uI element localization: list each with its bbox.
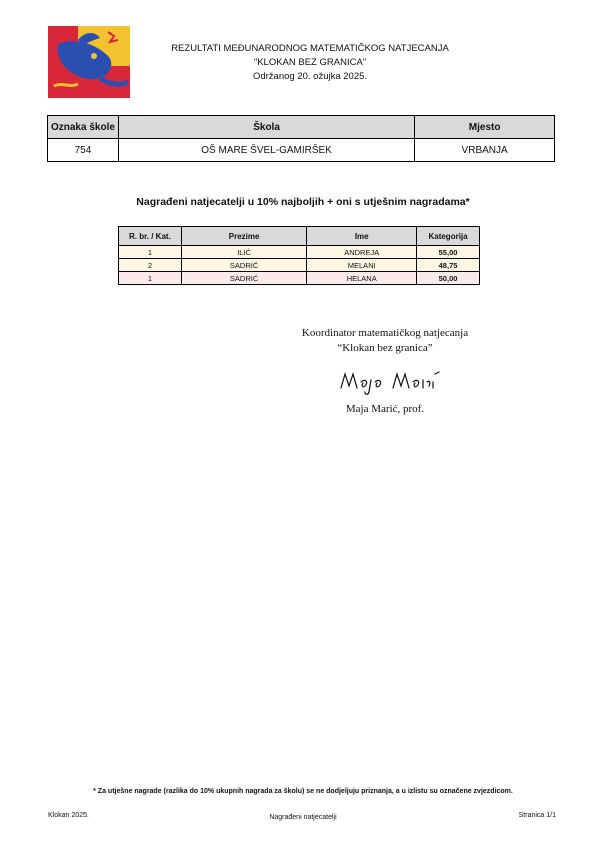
footer-left: Klokan 2025.	[48, 812, 89, 819]
coordinator-block	[270, 326, 500, 356]
footer-center: Nagrađeni natjecatelji	[269, 814, 337, 821]
school-table	[47, 115, 555, 162]
name-cell: ANDREJA	[307, 246, 417, 259]
name-cell: MELANI	[307, 259, 417, 272]
header-date: Održanog 20. ožujka 2025.	[252, 71, 368, 82]
header-surname: Prezime	[181, 227, 307, 246]
school-table-row	[48, 139, 555, 162]
signer-name: Maja Marić, prof.	[345, 403, 425, 415]
table-row	[119, 246, 480, 259]
awards-table	[118, 226, 480, 285]
document-header	[150, 42, 470, 84]
rank-cell: 2	[119, 259, 182, 272]
awards-table-header-row	[119, 227, 480, 246]
category-cell: 55,00	[417, 246, 480, 259]
header-rank: R. br. / Kat.	[119, 227, 182, 246]
rank-cell: 1	[119, 246, 182, 259]
category-cell: 48,75	[417, 259, 480, 272]
coordinator-title: Koordinator matematičkog natjecanja	[301, 327, 469, 339]
header-school: Škola	[118, 116, 414, 139]
awards-subtitle: Nagrađeni natjecatelji u 10% najboljih + oni s utješnim nagradama*	[136, 196, 470, 208]
school-table-header-row	[48, 116, 555, 139]
footnote: * Za utješne nagrade (razlika do 10% ukupnih nagrada za školu) se ne dodjeljuju priznanja, a u izlistu su označene zvjezdicom.	[93, 788, 513, 795]
table-row	[119, 272, 480, 285]
school-place: VRBANJA	[415, 139, 555, 162]
klokan-logo	[48, 26, 130, 98]
surname-cell: SADRIĆ	[181, 272, 307, 285]
school-name: OŠ MARE ŠVEL-GAMIRŠEK	[118, 139, 414, 162]
rank-cell: 1	[119, 272, 182, 285]
category-cell: 50,00	[417, 272, 480, 285]
header-title: REZULTATI MEĐUNARODNOG MATEMATIČKOG NATJECANJA	[171, 43, 449, 54]
surname-cell: SADRIĆ	[181, 259, 307, 272]
header-place: Mjesto	[415, 116, 555, 139]
surname-cell: ILIĆ	[181, 246, 307, 259]
header-category: Kategorija	[417, 227, 480, 246]
table-row	[119, 259, 480, 272]
handwritten-signature	[335, 368, 445, 396]
header-school-code: Oznaka škole	[48, 116, 119, 139]
coordinator-competition: “Klokan bez granica”	[337, 342, 433, 354]
footer-page-number: Stranica 1/1	[518, 812, 556, 819]
header-competition-name: "KLOKAN BEZ GRANICA"	[253, 57, 367, 68]
header-name: Ime	[307, 227, 417, 246]
school-code: 754	[48, 139, 119, 162]
name-cell: HELANA	[307, 272, 417, 285]
